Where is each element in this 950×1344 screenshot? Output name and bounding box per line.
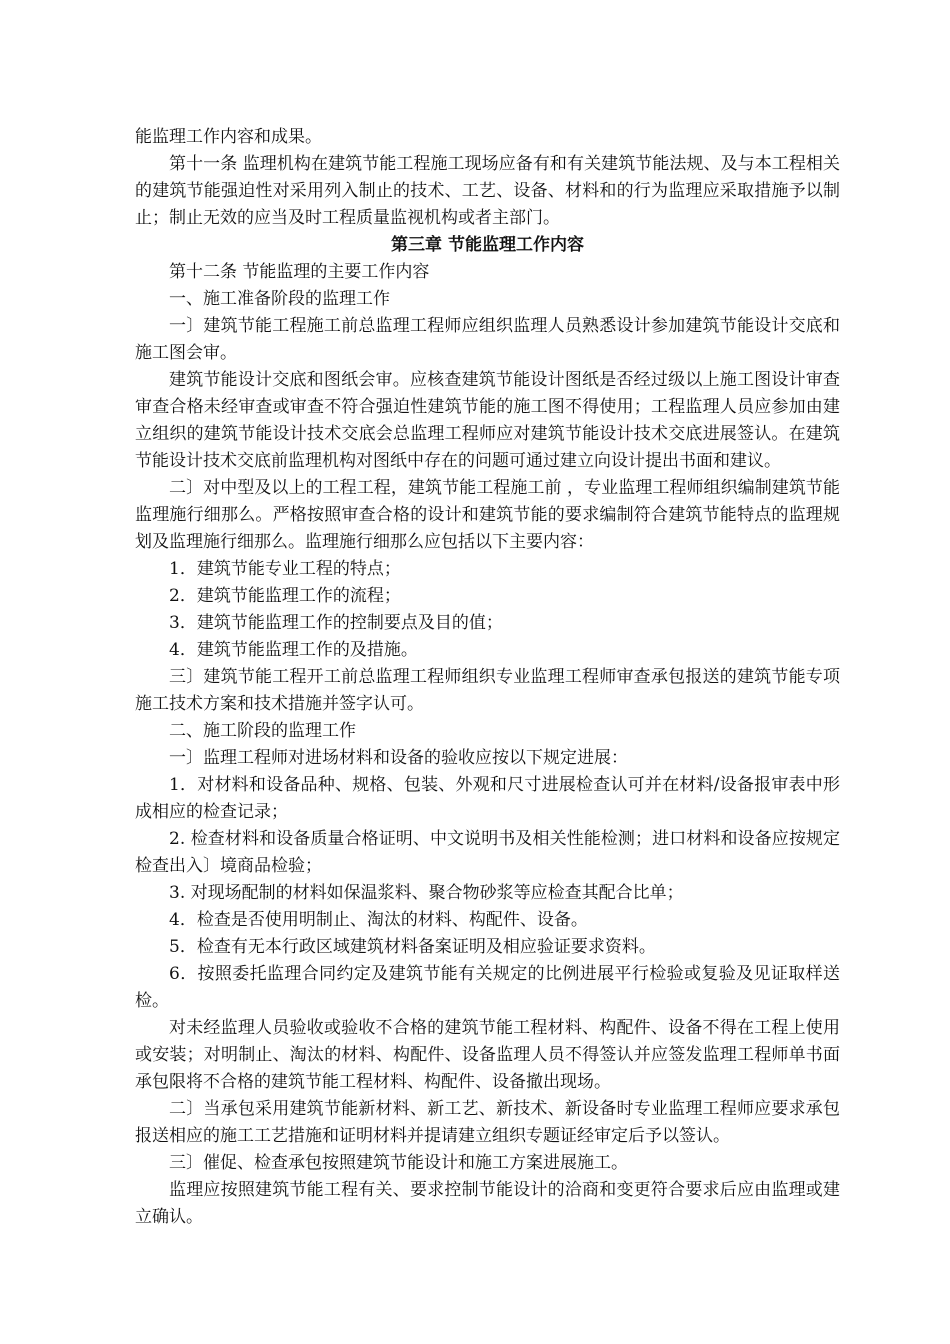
paragraph: 二〕当承包采用建筑节能新材料、新工艺、新技术、新设备时专业监理工程师应要求承包报送相应的施工工艺措施和证明材料并提请建立组织专题证经审定后予以签认。 bbox=[135, 1099, 840, 1146]
article-12-heading: 第十二条 节能监理的主要工作内容 bbox=[169, 262, 430, 282]
list-item: 2．建筑节能监理工作的流程； bbox=[169, 586, 401, 606]
paragraph: 建筑节能设计交底和图纸会审。应核查建筑节能设计图纸是否经过级以上施工图设计审查审查合格未经审查或审查不符合强迫性建筑节能的施工图不得使用；工程监理人员应参加由建立组织的建筑节能设计技术交底会总监理工程师应对建筑节能设计技术交底进展签认。在建筑节能设计技术交底前监理机构对图纸中存在的问题可通过建立向设计提出书面和建议。 bbox=[135, 370, 840, 471]
list-item: 1．建筑节能专业工程的特点； bbox=[169, 559, 401, 579]
list-item: 3．建筑节能监理工作的控制要点及目的值； bbox=[169, 613, 503, 633]
list-item: 5．检查有无本行政区域建筑材料备案证明及相应验证要求资料。 bbox=[169, 937, 656, 957]
article-11-paragraph: 第十一条 监理机构在建筑节能工程施工现场应备有和有关建筑节能法规、及与本工程相关的建筑节能强迫性对采用列入制止的技术、工艺、设备、材料和的行为监理应采取措施予以制止；制止无效的应当及时工程质量监视机构或者主部门。 bbox=[135, 154, 840, 228]
paragraph: 三〕催促、检查承包按照建筑节能设计和施工方案进展施工。 bbox=[169, 1153, 628, 1173]
section-heading-construction: 二、施工阶段的监理工作 bbox=[169, 721, 356, 741]
list-item: 3. 对现场配制的材料如保温浆料、聚合物砂浆等应检查其配合比单； bbox=[169, 883, 684, 903]
list-item: 1．对材料和设备品种、规格、包装、外观和尺寸进展检查认可并在材料/设备报审表中形成相应的检查记录； bbox=[135, 775, 840, 822]
section-heading-preparation: 一、施工准备阶段的监理工作 bbox=[169, 289, 390, 309]
list-item: 4．检查是否使用明制止、淘汰的材料、构配件、设备。 bbox=[169, 910, 588, 930]
list-item: 2. 检查材料和设备质量合格证明、中文说明书及相关性能检测；进口材料和设备应按规定检查出入〕境商品检验； bbox=[135, 829, 840, 876]
paragraph: 监理应按照建筑节能工程有关、要求控制节能设计的洽商和变更符合要求后应由监理或建立确认。 bbox=[135, 1180, 840, 1227]
chapter-heading: 第三章 节能监理工作内容 bbox=[391, 235, 584, 255]
paragraph: 对未经监理人员验收或验收不合格的建筑节能工程材料、构配件、设备不得在工程上使用或安装；对明制止、淘汰的材料、构配件、设备监理人员不得签认并应签发监理工程师单书面承包限将不合格的建筑节能工程材料、构配件、设备撤出现场。 bbox=[135, 1018, 840, 1092]
list-item: 6．按照委托监理合同约定及建筑节能有关规定的比例进展平行检验或复验及见证取样送检。 bbox=[135, 964, 840, 1011]
paragraph: 二〕对中型及以上的工程工程，建筑节能工程施工前 ，专业监理工程师组织编制建筑节能监理施行细那么。严格按照审查合格的设计和建筑节能的要求编制符合建筑节能特点的监理规划及监理施行细那么。监理施行细那么应包括以下主要内容： bbox=[135, 478, 840, 552]
list-item: 4．建筑节能监理工作的及措施。 bbox=[169, 640, 418, 660]
paragraph: 一〕监理工程师对进场材料和设备的验收应按以下规定进展： bbox=[169, 748, 628, 768]
paragraph: 一〕建筑节能工程施工前总监理工程师应组织监理人员熟悉设计参加建筑节能设计交底和施工图会审。 bbox=[135, 316, 840, 363]
paragraph: 三〕建筑节能工程开工前总监理工程师组织专业监理工程师审查承包报送的建筑节能专项施工技术方案和技术措施并签字认可。 bbox=[135, 667, 840, 714]
document-page bbox=[135, 124, 840, 1231]
paragraph: 能监理工作内容和成果。 bbox=[135, 127, 322, 147]
